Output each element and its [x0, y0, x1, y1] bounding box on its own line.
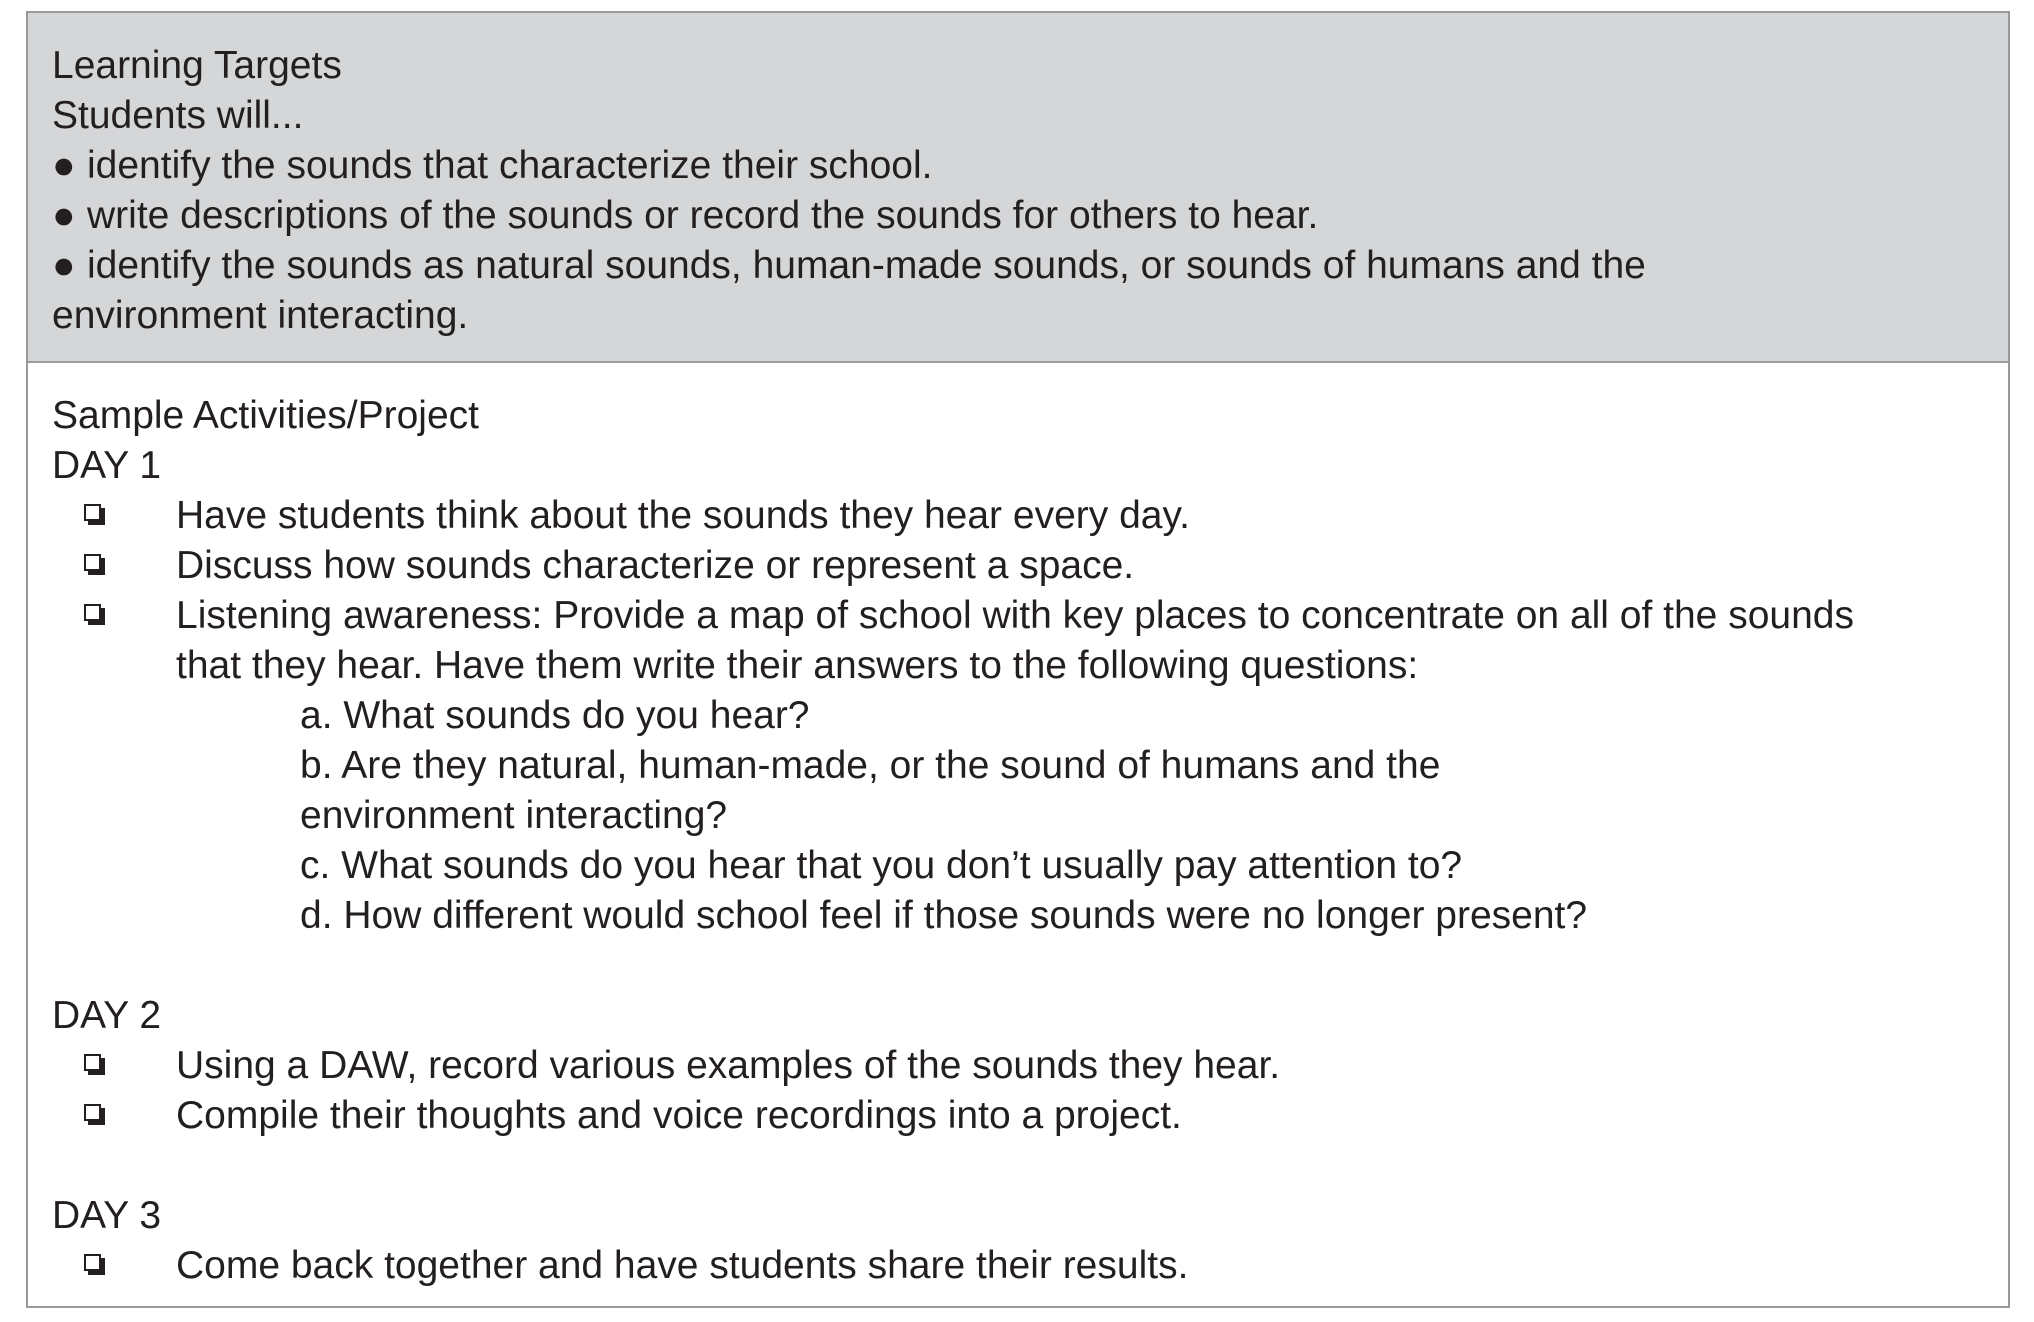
checkbox-icon — [84, 504, 106, 526]
question-item: d. How different would school feel if those sounds were no longer present? — [300, 894, 1588, 937]
day-3-label: DAY 3 — [52, 1194, 162, 1237]
learning-targets-section — [28, 13, 2008, 363]
day-2-label: DAY 2 — [52, 994, 162, 1037]
activity-item — [52, 491, 2008, 541]
bullet-dot-icon: ● — [52, 194, 76, 237]
bullet-dot-icon: ● — [52, 244, 76, 287]
learning-target-text: identify the sounds as natural sounds, human-made sounds, or sounds of humans and the — [87, 244, 1646, 287]
learning-target-text: identify the sounds that characterize their school. — [87, 144, 933, 187]
activities-title: Sample Activities/Project — [52, 394, 480, 437]
checkbox-icon — [84, 1254, 106, 1276]
question-item: c. What sounds do you hear that you don’t usually pay attention to? — [300, 844, 1463, 887]
learning-targets-title: Learning Targets — [52, 44, 342, 87]
activity-continuation: that they hear. Have them write their answers to the following questions: — [176, 644, 1419, 687]
activity-item — [52, 1091, 2008, 1141]
learning-plan-table — [26, 11, 2010, 1308]
activity-text: Come back together and have students share their results. — [176, 1244, 1189, 1287]
question-item: environment interacting? — [300, 794, 728, 837]
learning-target-bullet — [52, 241, 2008, 291]
activity-text: Have students think about the sounds they hear every day. — [176, 494, 1190, 537]
spacer — [52, 941, 2008, 991]
learning-target-bullet — [52, 141, 2008, 191]
sample-activities-section — [28, 391, 2008, 1291]
learning-target-text: write descriptions of the sounds or record the sounds for others to hear. — [87, 194, 1319, 237]
checkbox-icon — [84, 1104, 106, 1126]
activity-item — [52, 541, 2008, 591]
learning-target-continuation: environment interacting. — [52, 294, 469, 337]
bullet-dot-icon: ● — [52, 144, 76, 187]
activity-item — [52, 1041, 2008, 1091]
checkbox-icon — [84, 604, 106, 626]
question-item: a. What sounds do you hear? — [300, 694, 810, 737]
activity-text: Using a DAW, record various examples of the sounds they hear. — [176, 1044, 1281, 1087]
activity-text: Listening awareness: Provide a map of school with key places to concentrate on all of the sounds — [176, 594, 1854, 637]
checkbox-icon — [84, 1054, 106, 1076]
activity-text: Discuss how sounds characterize or represent a space. — [176, 544, 1135, 587]
activity-item — [52, 591, 2008, 641]
day-1-label: DAY 1 — [52, 444, 162, 487]
checkbox-icon — [84, 554, 106, 576]
spacer — [52, 1141, 2008, 1191]
question-item: b. Are they natural, human-made, or the sound of humans and the — [300, 744, 1441, 787]
learning-target-bullet — [52, 191, 2008, 241]
activity-text: Compile their thoughts and voice recordings into a project. — [176, 1094, 1182, 1137]
learning-targets-intro: Students will... — [52, 94, 304, 137]
activity-item — [52, 1241, 2008, 1291]
